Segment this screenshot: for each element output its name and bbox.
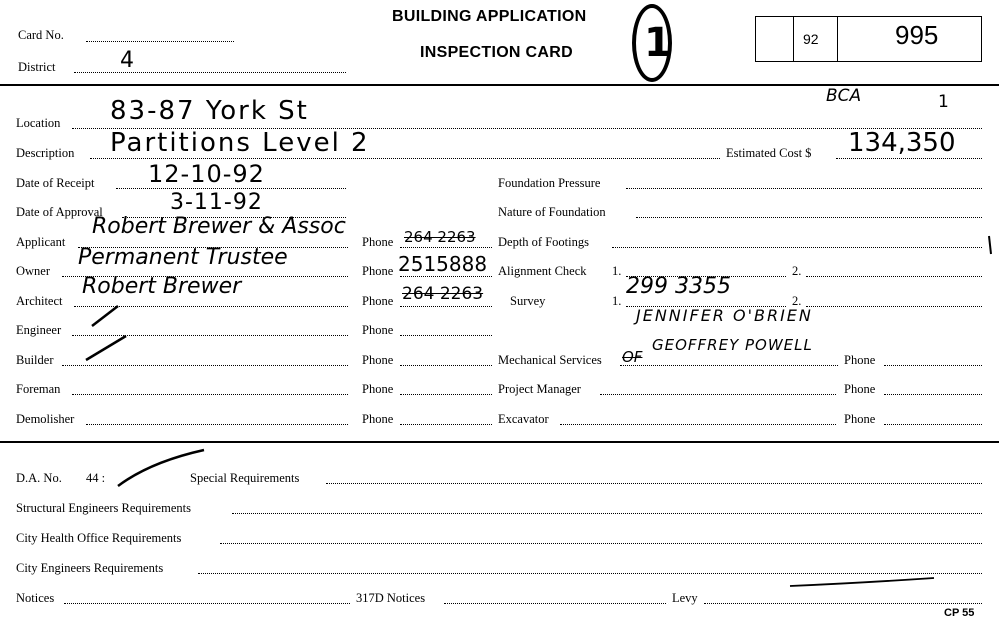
date-of-approval-label: Date of Approval [16, 205, 103, 219]
mechanical-services-prefix: OF [622, 348, 643, 366]
form-title-line1: BUILDING APPLICATION [392, 8, 587, 25]
mechanical-services-note-2: GEOFFREY POWELL [652, 336, 813, 354]
architect-phone-label: Phone [362, 294, 394, 308]
survey-num-1: 1. [612, 294, 622, 308]
builder-dash-stroke [86, 336, 126, 360]
estimated-cost-label: Estimated Cost $ [726, 146, 812, 160]
mechanical-services-label: Mechanical Services [498, 353, 602, 367]
foundation-pressure-label: Foundation Pressure [498, 176, 601, 190]
notices-line [64, 603, 350, 604]
special-requirements-label: Special Requirements [190, 471, 300, 485]
stamp-mark-tail: 1 [938, 92, 949, 112]
estimated-cost-value: 134,350 [848, 128, 956, 158]
mechanical-services-note-1: JENNIFER O'BRIEN [636, 306, 813, 325]
applicant-label: Applicant [16, 235, 66, 249]
survey-label: Survey [510, 294, 546, 308]
foreman-label: Foreman [16, 382, 61, 396]
applicant-phone-value: 264 2263 [404, 228, 476, 246]
foreman-phone-label: Phone [362, 382, 394, 396]
form-code: CP 55 [944, 607, 975, 619]
date-of-approval-value: 3-11-92 [170, 190, 263, 215]
district-label: District [18, 60, 56, 74]
location-value: 83-87 York St [110, 96, 309, 126]
owner-label: Owner [16, 264, 51, 278]
city-engineers-requirements-label: City Engineers Requirements [16, 561, 164, 575]
levy-stroke [790, 578, 934, 586]
project-manager-phone-label: Phone [844, 382, 876, 396]
project-manager-label: Project Manager [498, 382, 581, 396]
special-requirements-line [326, 483, 982, 484]
demolisher-phone-label: Phone [362, 412, 394, 426]
builder-phone-label: Phone [362, 353, 394, 367]
structural-requirements-line [232, 513, 982, 514]
description-value: Partitions Level 2 [110, 128, 370, 158]
year-box-value: 92 [803, 31, 819, 47]
mechanical-services-phone-label: Phone [844, 353, 876, 367]
applicant-value: Robert Brewer & Assoc [92, 214, 346, 239]
engineer-dash-stroke [92, 306, 118, 326]
depth-of-footings-label: Depth of Footings [498, 235, 589, 249]
survey-value: 299 3355 [626, 274, 731, 299]
form-title-line2: INSPECTION CARD [420, 44, 573, 61]
alignment-num-2: 2. [792, 264, 802, 278]
date-of-receipt-value: 12-10-92 [148, 160, 265, 188]
notices-317d-line [444, 603, 666, 604]
excavator-phone-label: Phone [844, 412, 876, 426]
date-of-receipt-label: Date of Receipt [16, 176, 95, 190]
description-label: Description [16, 146, 75, 160]
notices-label: Notices [16, 591, 55, 605]
alignment-check-label: Alignment Check [498, 264, 587, 278]
number-box-value: 995 [895, 20, 939, 50]
health-office-requirements-line [220, 543, 982, 544]
stamp-mark: BCA [826, 86, 862, 106]
district-value: 4 [120, 48, 134, 73]
nature-of-foundation-label: Nature of Foundation [498, 205, 606, 219]
excavator-label: Excavator [498, 412, 549, 426]
levy-label: Levy [672, 591, 698, 605]
demolisher-label: Demolisher [16, 412, 75, 426]
owner-phone-value: 2515888 [398, 252, 488, 276]
survey-num-2: 2. [792, 294, 802, 308]
architect-phone-value: 264 2263 [402, 284, 484, 304]
da-no-value: 44 : [86, 471, 106, 485]
location-label: Location [16, 116, 61, 130]
requirements-rule [0, 441, 999, 443]
builder-label: Builder [16, 353, 54, 367]
applicant-phone-label: Phone [362, 235, 394, 249]
owner-phone-label: Phone [362, 264, 394, 278]
edge-mark [989, 236, 991, 254]
architect-label: Architect [16, 294, 63, 308]
alignment-num-1: 1. [612, 264, 622, 278]
owner-value: Permanent Trustee [78, 245, 288, 270]
da-no-label: D.A. No. [16, 471, 62, 485]
circled-number-text: 1 [644, 20, 672, 66]
health-office-requirements-label: City Health Office Requirements [16, 531, 182, 545]
architect-value: Robert Brewer [82, 274, 242, 299]
city-engineers-requirements-line [198, 573, 982, 574]
card-no-label: Card No. [18, 28, 64, 42]
engineer-label: Engineer [16, 323, 62, 337]
levy-line [704, 603, 982, 604]
engineer-phone-label: Phone [362, 323, 394, 337]
structural-requirements-label: Structural Engineers Requirements [16, 501, 191, 515]
notices-317d-label: 317D Notices [356, 591, 426, 605]
